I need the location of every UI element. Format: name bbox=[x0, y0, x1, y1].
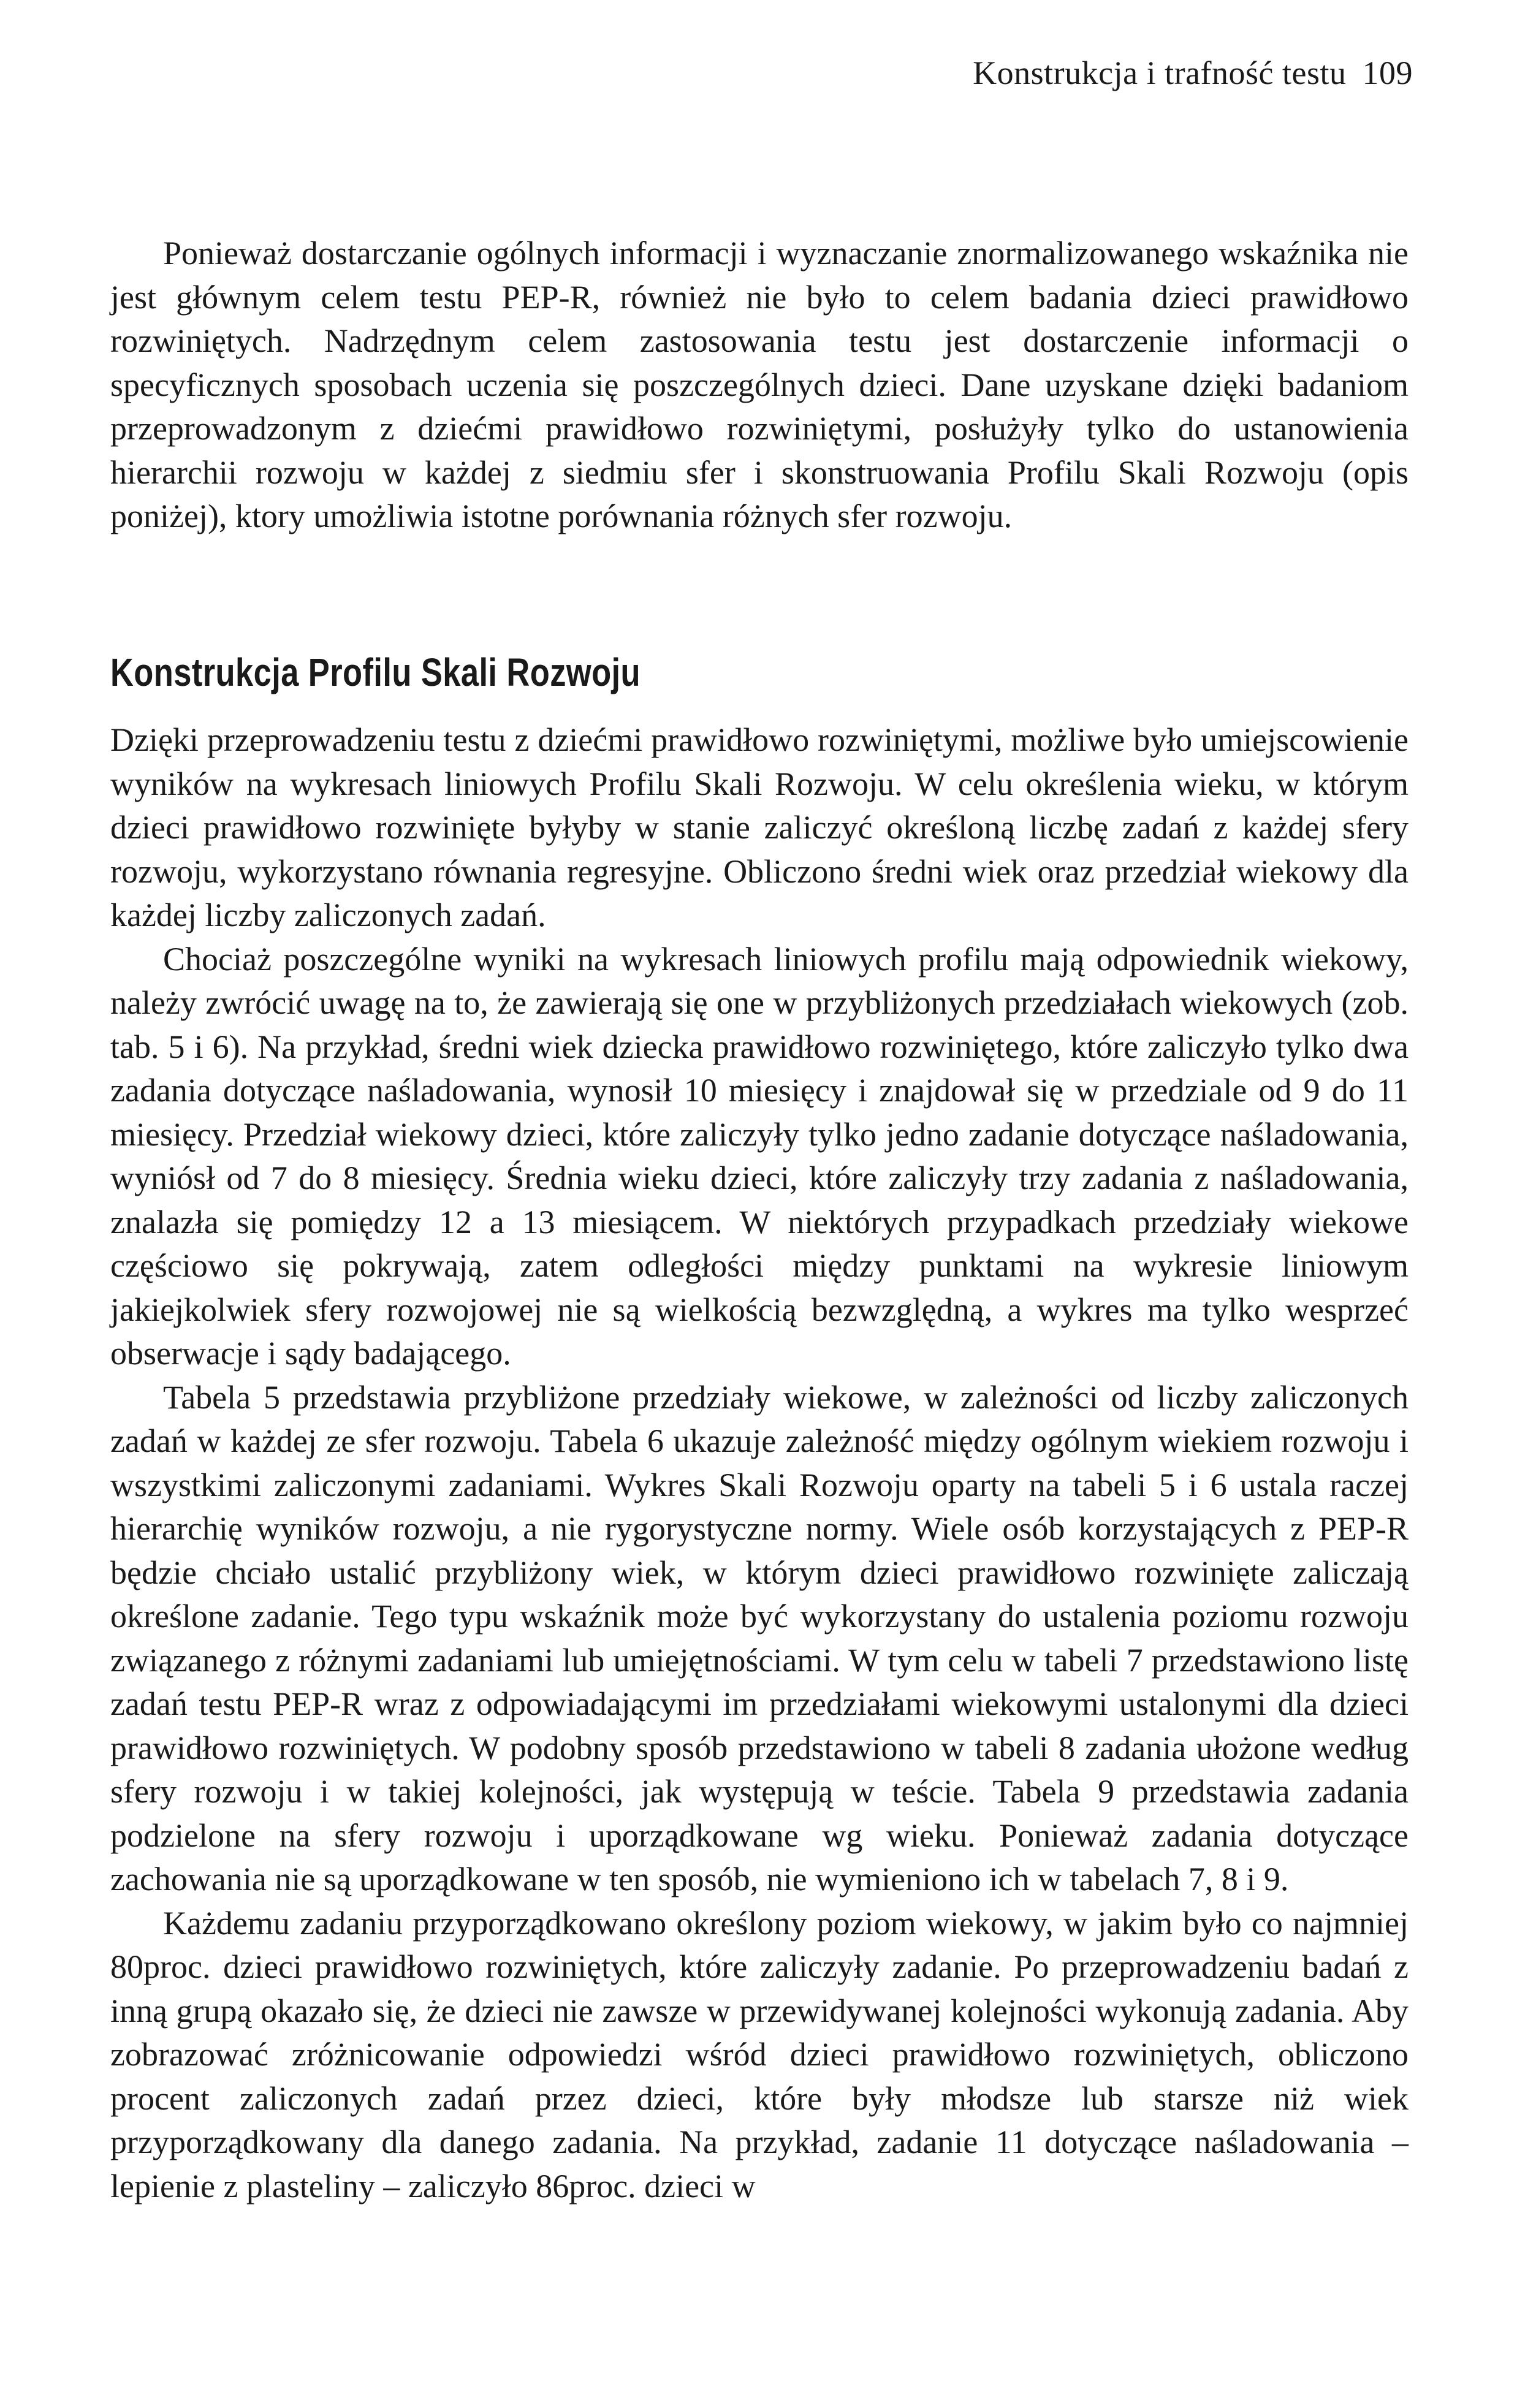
intro-text-block bbox=[110, 232, 1409, 539]
paragraph: Chociaż poszczególne wyniki na wykresach liniowych profilu mają odpowiednik wiekowy, należy zwrócić uwagę na to, że zawierają się one w przybliżonych przedziałach wiekowych (zob. tab. 5 i 6). Na przykład, średni wiek dziecka prawidłowo rozwiniętego, które zaliczyło tylko dwa zadania dotyczące naśladowania, wynosił 10 miesięcy i znajdował się w przedziale od 9 do 11 miesięcy. Przedział wiekowy dzieci, które zaliczyły tylko jedno zadanie dotyczące naśladowania, wyniósł od 7 do 8 miesięcy. Średnia wieku dzieci, które zaliczyły trzy zadania z naśladowania, znalazła się pomiędzy 12 a 13 miesiącem. W niektórych przypadkach przedziały wiekowe częściowo się pokrywają, zatem odległości między punktami na wykresie liniowym jakiejkolwiek sfery rozwojowej nie są wielkością bezwzględną, a wykres ma tylko wesprzeć obserwacje i sądy badającego. bbox=[110, 940, 1409, 1372]
running-title: Konstrukcja i trafność testu bbox=[973, 55, 1347, 91]
section-text-block bbox=[110, 718, 1409, 2208]
running-header bbox=[973, 54, 1413, 92]
section-heading: Konstrukcja Profilu Skali Rozwoju bbox=[110, 650, 641, 694]
paragraph: Każdemu zadaniu przyporządkowano określony poziom wiekowy, w jakim było co najmniej 80proc. dzieci prawidłowo rozwiniętych, które zaliczyły zadanie. Po przeprowadzeniu badań z inną grupą okazało się, że dzieci nie zawsze w przewidywanej kolejności wykonują zadania. Aby zobrazować zróżnicowanie odpowiedzi wśród dzieci prawidłowo rozwiniętych, obliczono procent zaliczonych zadań przez dzieci, które były młodsze lub starsze niż wiek przyporządkowany dla danego zadania. Na przykład, zadanie 11 dotyczące naśladowania – lepienie z plasteliny – zaliczyło 86proc. dzieci w bbox=[110, 1904, 1409, 2205]
paragraph: Dzięki przeprowadzeniu testu z dziećmi prawidłowo rozwiniętymi, możliwe było umiejscowienie wyników na wykresach liniowych Profilu Skali Rozwoju. W celu określenia wieku, w którym dzieci prawidłowo rozwinięte byłyby w stanie zaliczyć określoną liczbę zadań z każdej sfery rozwoju, wykorzystano równania regresyjne. Obliczono średni wiek oraz przedział wiekowy dla każdej liczby zaliczonych zadań. bbox=[110, 721, 1409, 933]
page-number: 109 bbox=[1362, 55, 1413, 91]
paragraph: Ponieważ dostarczanie ogólnych informacji i wyznaczanie znormalizowanego wskaźnika nie jest głównym celem testu PEP-R, również nie było to celem badania dzieci prawidłowo rozwiniętych. Nadrzędnym celem zastosowania testu jest dostarczenie informacji o specyficznych sposobach uczenia się poszczególnych dzieci. Dane uzyskane dzięki badaniom przeprowadzonym z dziećmi prawidłowo rozwiniętymi, posłużyły tylko do ustanowienia hierarchii rozwoju w każdej z siedmiu sfer i skonstruowania Profilu Skali Rozwoju (opis poniżej), ktory umożliwia istotne porównania różnych sfer rozwoju. bbox=[110, 235, 1409, 534]
paragraph: Tabela 5 przedstawia przybliżone przedziały wiekowe, w zależności od liczby zaliczonych zadań w każdej ze sfer rozwoju. Tabela 6 ukazuje zależność między ogólnym wiekiem rozwoju i wszystkimi zaliczonymi zadaniami. Wykres Skali Rozwoju oparty na tabeli 5 i 6 ustala raczej hierarchię wyników rozwoju, a nie rygorystyczne normy. Wiele osób korzystających z PEP-R będzie chciało ustalić przybliżony wiek, w którym dzieci prawidłowo rozwinięte zaliczają określone zadanie. Tego typu wskaźnik może być wykorzystany do ustalenia poziomu rozwoju związanego z różnymi zadaniami lub umiejętnościami. W tym celu w tabeli 7 przedstawiono listę zadań testu PEP-R wraz z odpowiadającymi im przedziałami wiekowymi ustalonymi dla dzieci prawidłowo rozwiniętych. W podobny sposób przedstawiono w tabeli 8 zadania ułożone według sfery rozwoju i w takiej kolejności, jak występują w teście. Tabela 9 przedstawia zadania podzielone na sfery rozwoju i uporządkowane wg wieku. Ponieważ zadania dotyczące zachowania nie są uporządkowane w ten sposób, nie wymieniono ich w tabelach 7, 8 i 9. bbox=[110, 1378, 1409, 1897]
